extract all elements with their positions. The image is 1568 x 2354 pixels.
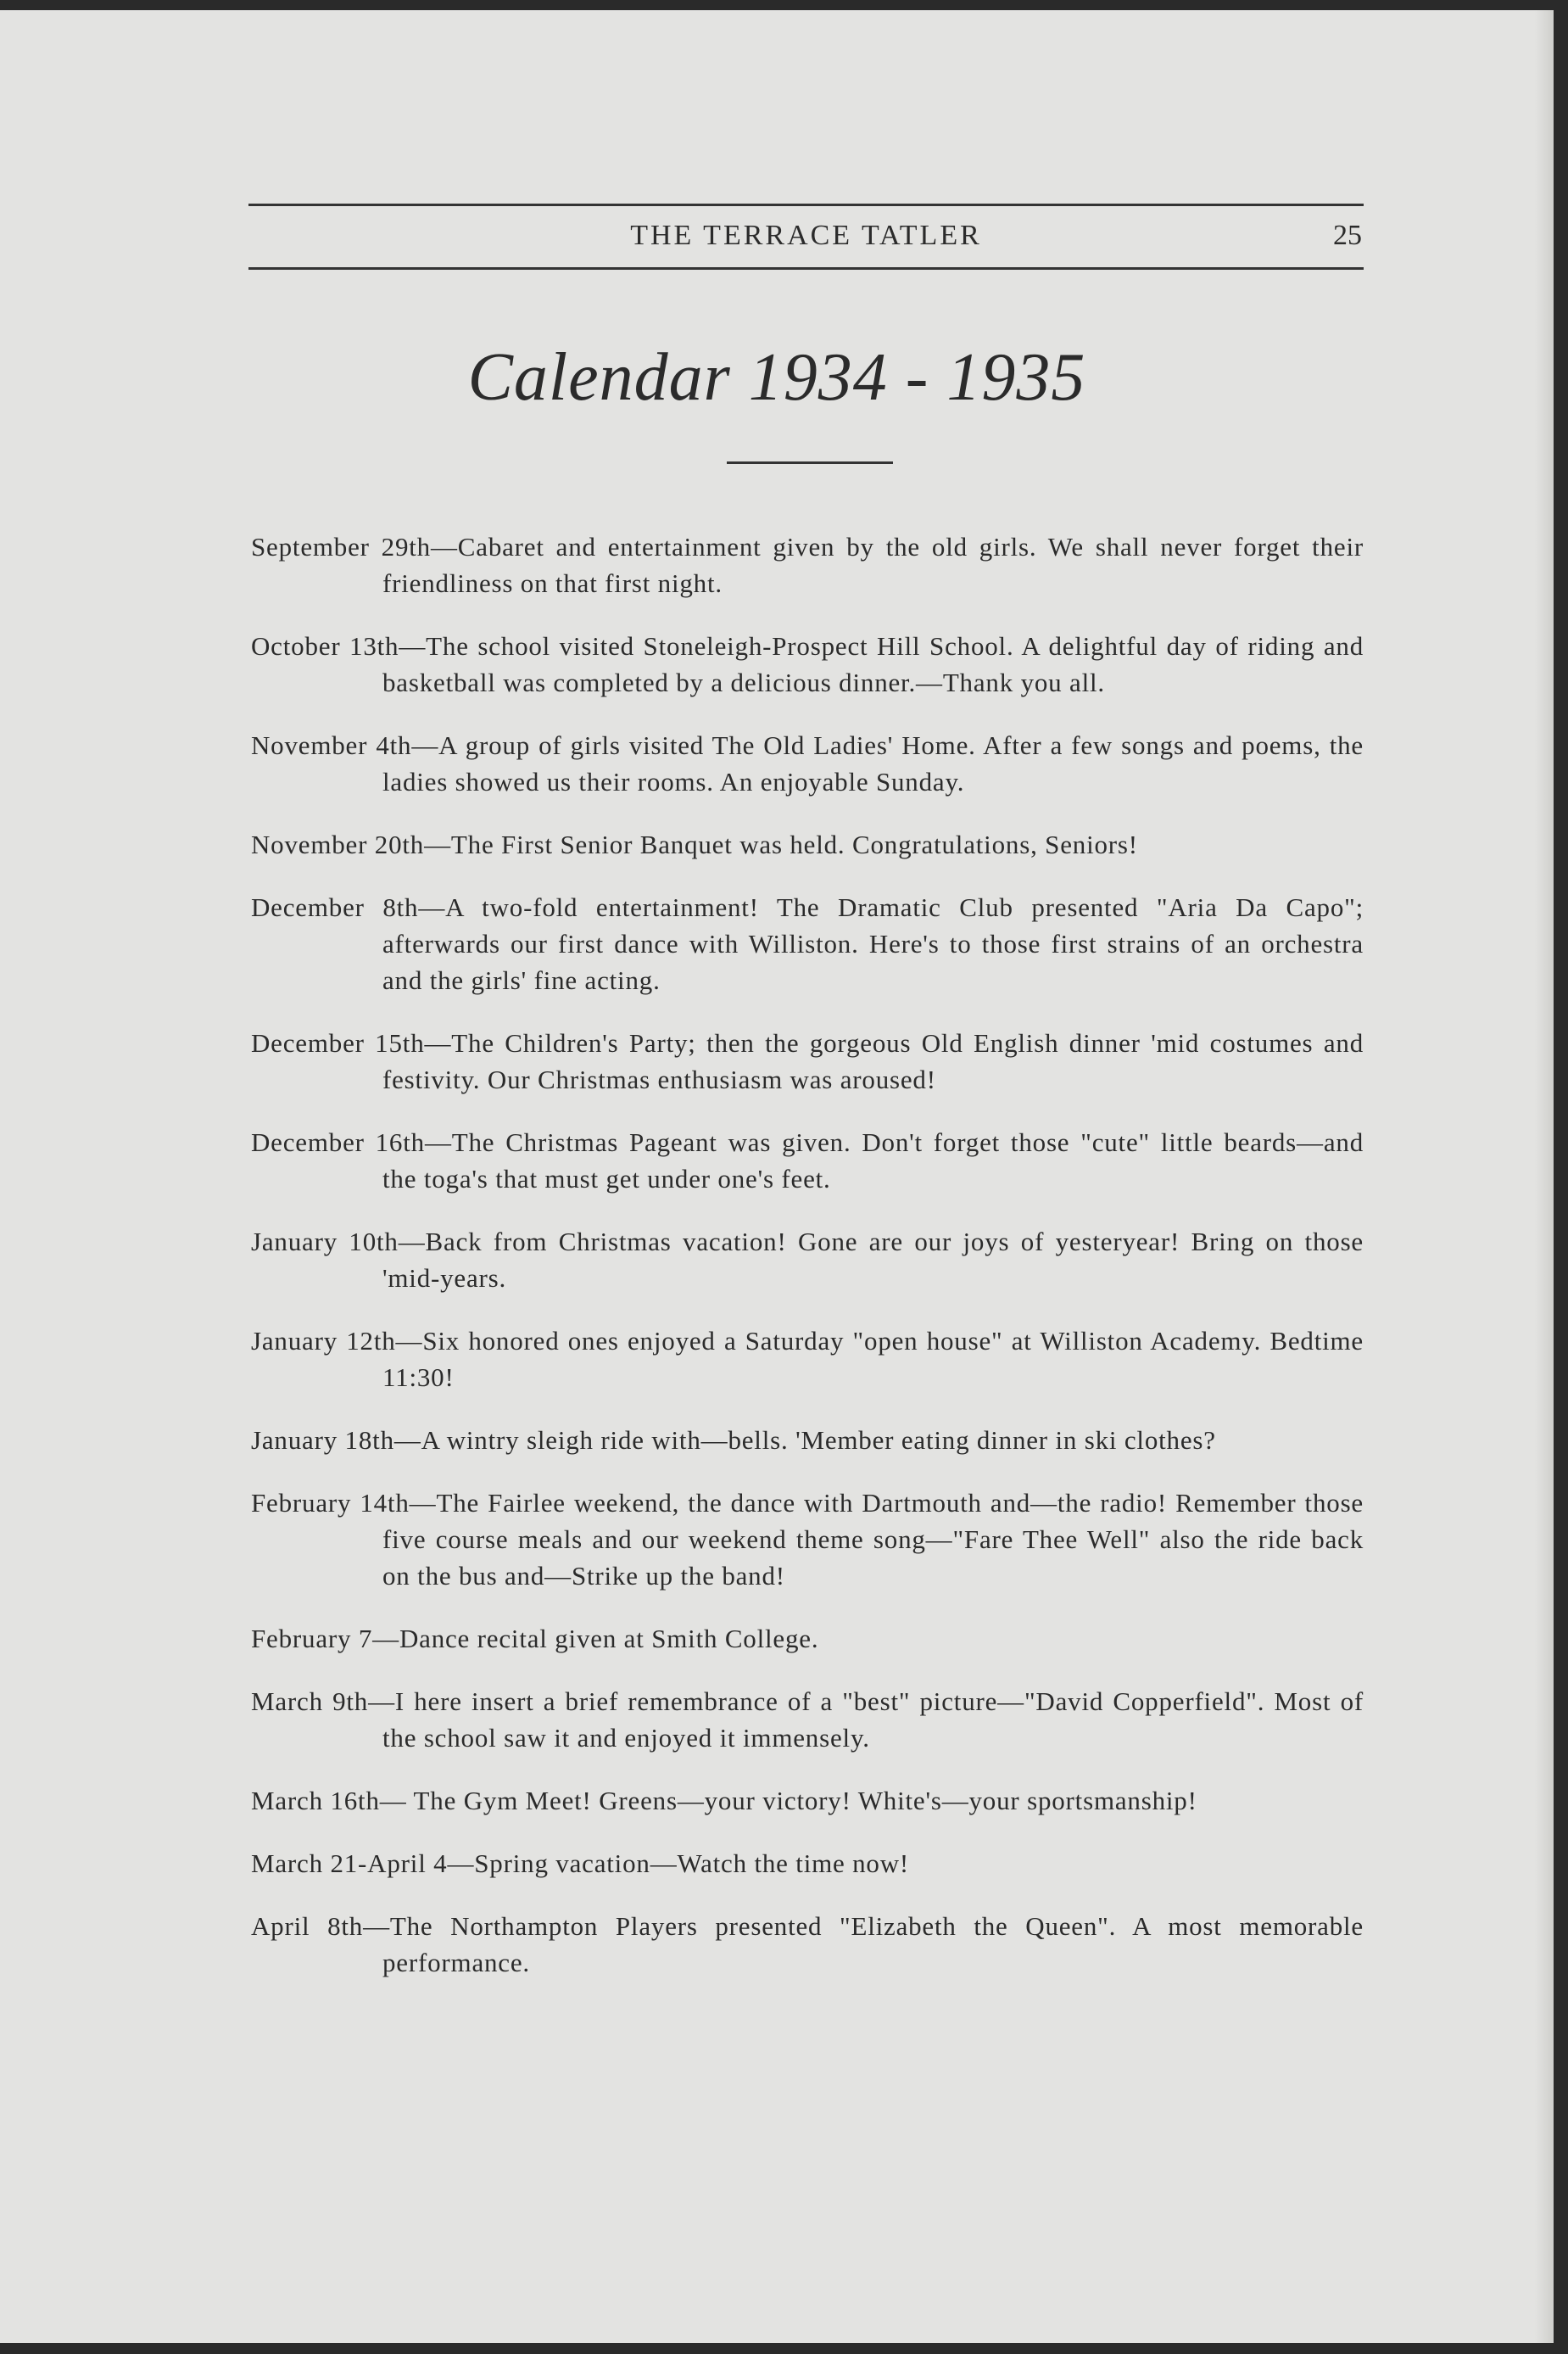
- calendar-entry: September 29th—Cabaret and entertainment given by the old girls. We shall never forget their friendliness on that first night.: [251, 532, 1364, 598]
- calendar-entry: January 10th—Back from Christmas vacation! Gone are our joys of yesteryear! Bring on those 'mid-years.: [251, 1227, 1364, 1293]
- calendar-entry: April 8th—The Northampton Players presented "Elizabeth the Queen". A most memorable performance.: [251, 1911, 1364, 1977]
- calendar-entry: October 13th—The school visited Stoneleigh-Prospect Hill School. A delightful day of riding and basketball was completed by a delicious dinner.—Thank you all.: [251, 631, 1364, 697]
- calendar-entry: December 8th—A two-fold entertainment! The Dramatic Club presented "Aria Da Capo"; afterwards our first dance with Williston. Here's to those first strains of an orchestra and the girls' fine acting.: [251, 892, 1364, 995]
- calendar-entry: November 20th—The First Senior Banquet was held. Congratulations, Seniors!: [251, 830, 1138, 859]
- calendar-entry: March 21-April 4—Spring vacation—Watch the time now!: [251, 1848, 910, 1878]
- page: [0, 10, 1554, 2343]
- calendar-entries: [251, 502, 1364, 1999]
- title-divider: [727, 461, 893, 464]
- calendar-entry: January 12th—Six honored ones enjoyed a Saturday "open house" at Williston Academy. Bedtime 11:30!: [251, 1326, 1364, 1392]
- calendar-entry: January 18th—A wintry sleigh ride with—bells. 'Member eating dinner in ski clothes?: [251, 1425, 1216, 1455]
- running-header: [248, 204, 1364, 270]
- calendar-entry: March 9th—I here insert a brief remembrance of a "best" picture—"David Copperfield". Most of the school saw it and enjoyed it immensely.: [251, 1686, 1364, 1753]
- page-number: 25: [1333, 220, 1362, 251]
- calendar-entry: February 14th—The Fairlee weekend, the dance with Dartmouth and—the radio! Remember those five course meals and our weekend theme song—"Fare Thee Well" also the ride back on the bus and—Strike up the band!: [251, 1488, 1364, 1591]
- calendar-entry: November 4th—A group of girls visited The Old Ladies' Home. After a few songs and poems, the ladies showed us their rooms. An enjoyable Sunday.: [251, 730, 1364, 797]
- calendar-entry: December 16th—The Christmas Pageant was given. Don't forget those "cute" little beards—and the toga's that must get under one's feet.: [251, 1127, 1364, 1194]
- page-title: Calendar 1934 - 1935: [467, 340, 1086, 415]
- calendar-entry: February 7—Dance recital given at Smith College.: [251, 1624, 819, 1653]
- calendar-entry: March 16th— The Gym Meet! Greens—your victory! White's—your sportsmanship!: [251, 1786, 1197, 1815]
- calendar-entry: December 15th—The Children's Party; then the gorgeous Old English dinner 'mid costumes and festivity. Our Christmas enthusiasm was aroused!: [251, 1028, 1364, 1094]
- publication-title: THE TERRACE TATLER: [630, 220, 982, 251]
